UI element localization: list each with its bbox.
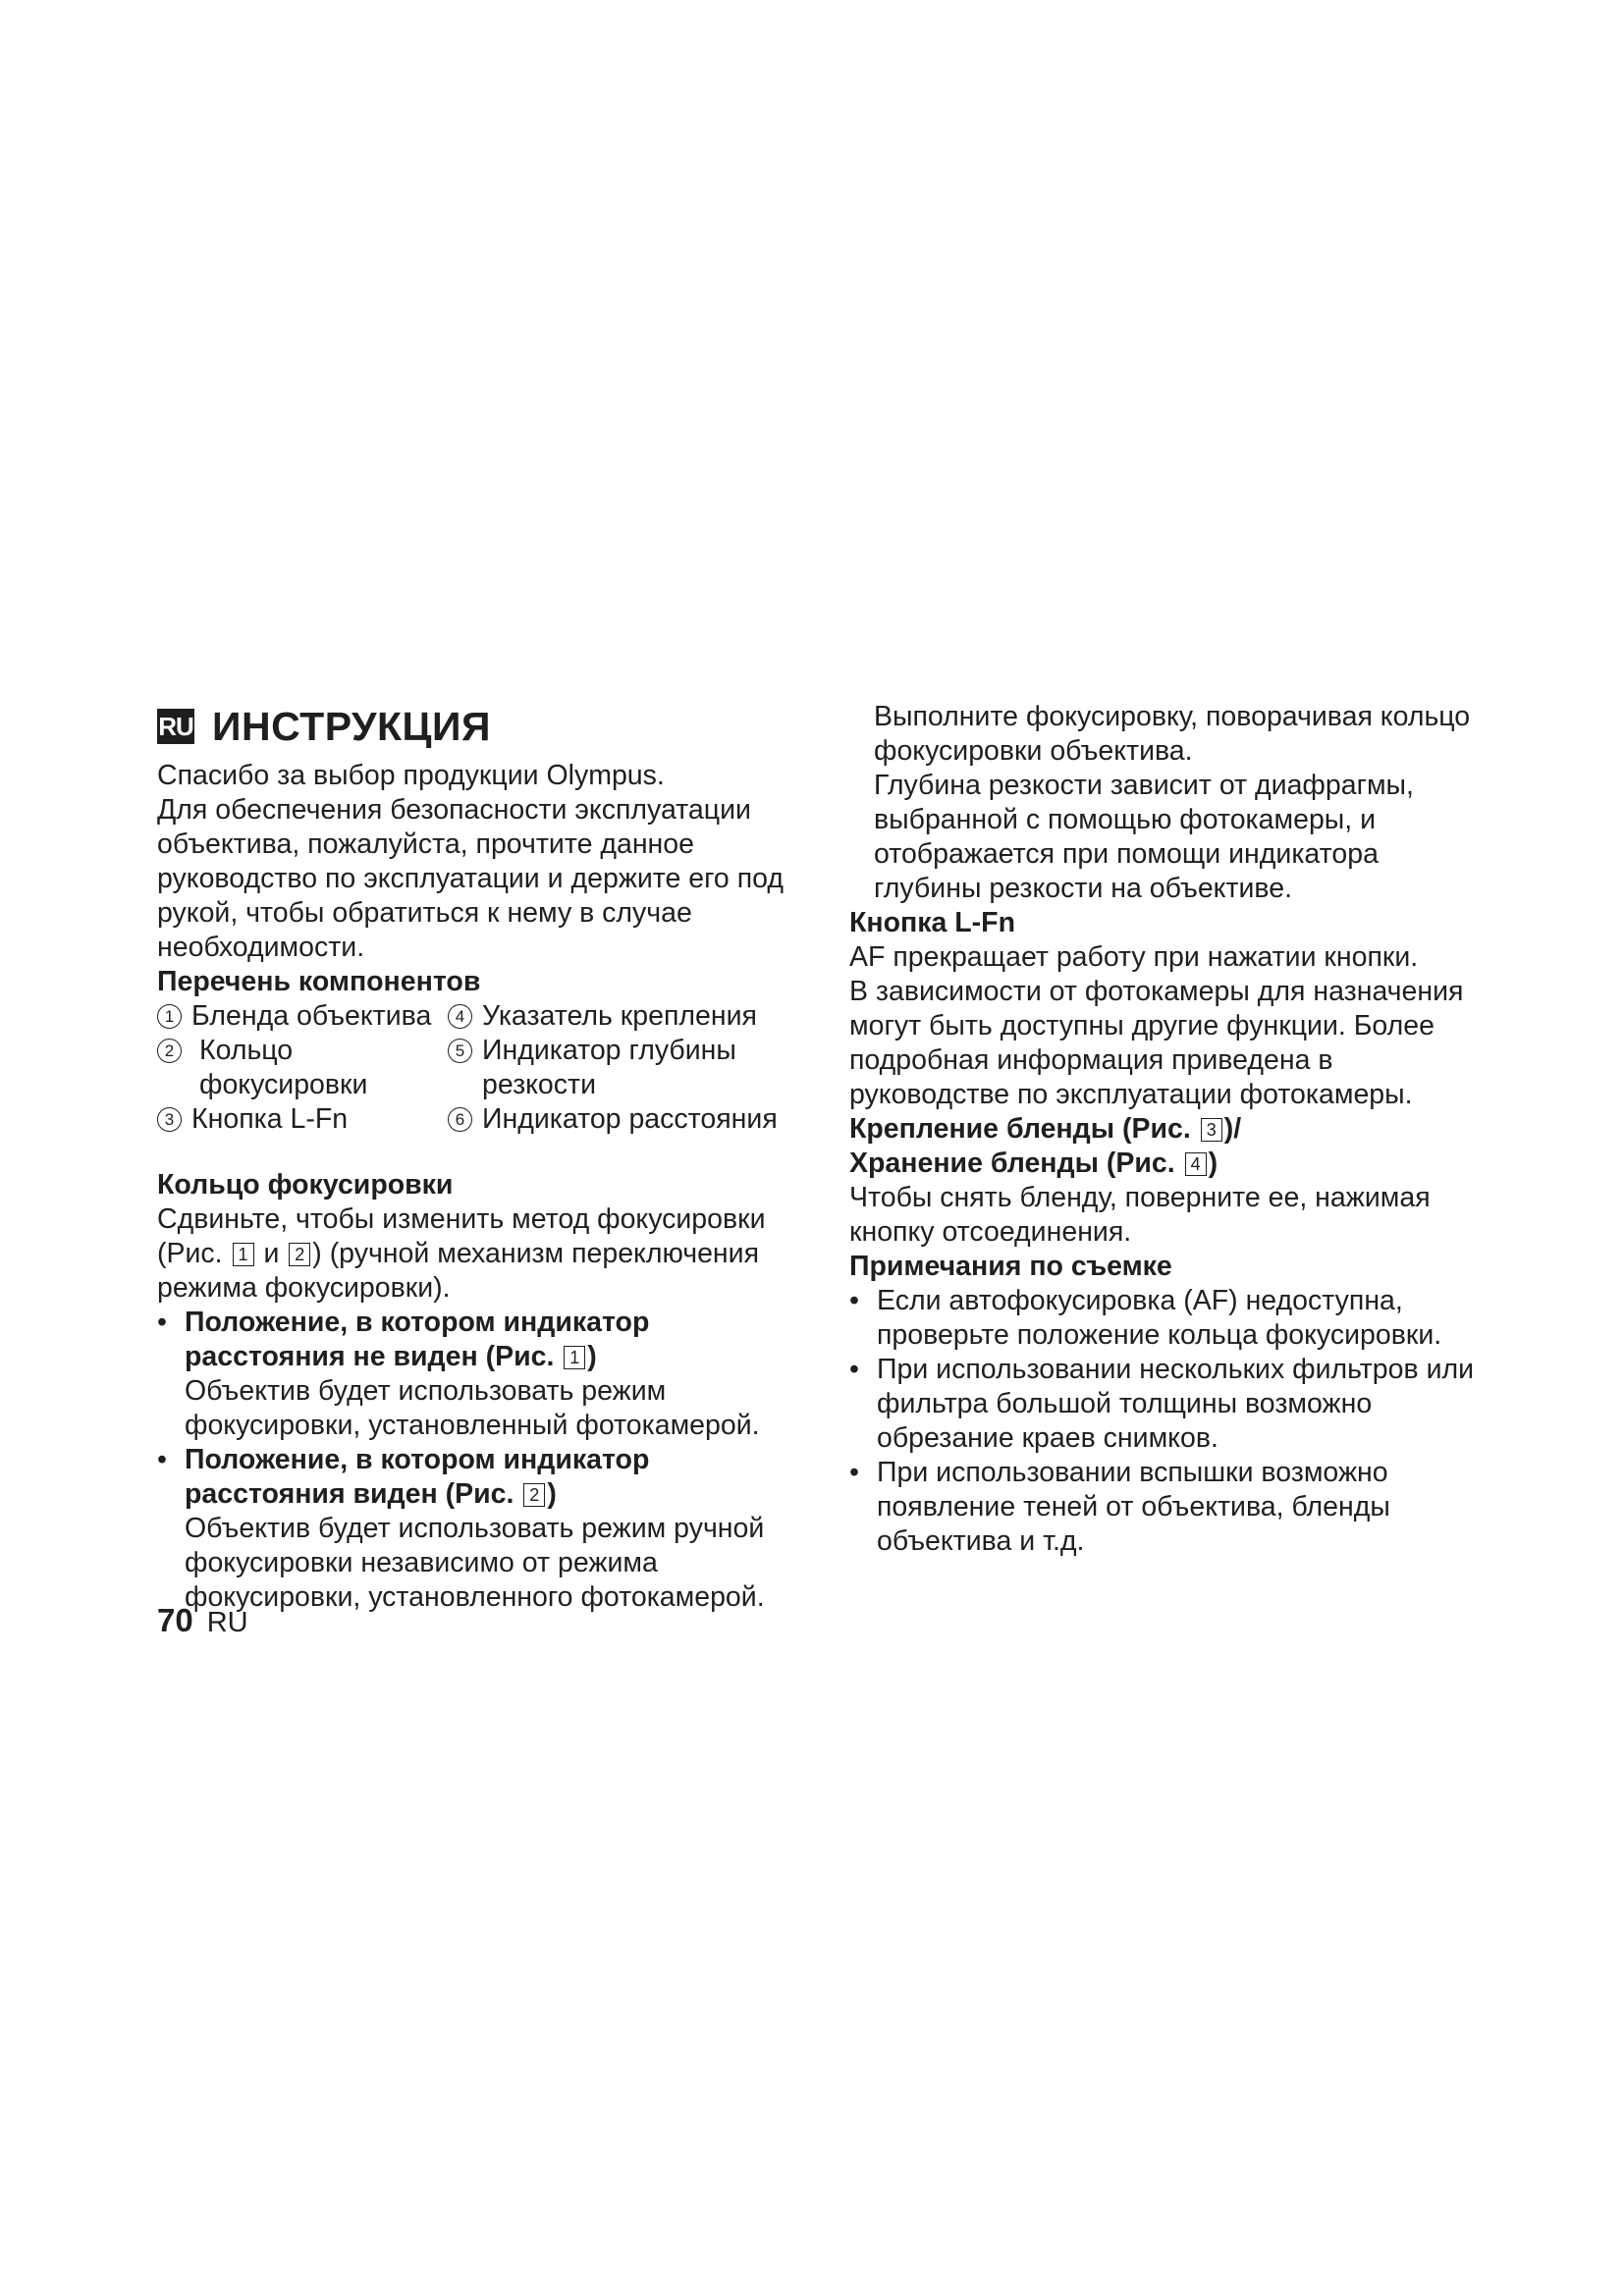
intro-thanks: Спасибо за выбор продукции Olympus. [157,760,665,791]
focus-ring-and: и [263,1238,280,1269]
focus-cont-p1: Выполните фокусировку, поворачивая кольцо фокусировки объектива. [874,701,1471,767]
figure-ref-2: 2 [523,1483,545,1507]
note-item: • Если автофокусировка (AF) недоступна, проверьте положение кольца фокусировки. [849,1285,1442,1351]
component-item [448,1034,801,1102]
figure-ref-1: 1 [564,1346,585,1369]
component-item [448,1102,801,1137]
figure-ref-4: 4 [1185,1152,1207,1176]
right-column [849,700,1478,1559]
circled-number: 4 [448,1004,472,1029]
circled-number: 3 [157,1107,182,1132]
figure-ref-2: 2 [289,1243,310,1266]
intro-safety: Для обеспечения безопасности эксплуатации объектива, пожалуйста, прочтите данное руководство по эксплуатации и держите его под рукой, чтобы обратиться к нему в случае необходимости. [157,794,784,963]
circled-number: 2 [157,1039,182,1063]
component-item [157,1034,448,1102]
figure-ref-1: 1 [233,1243,254,1266]
component-label: Индикатор глубины резкости [482,1035,736,1100]
page-number: 70 [157,1602,193,1638]
component-label: Бленда объектива [191,1000,432,1032]
focus-ring-text-b: ) (ручной механизм переключения режима фокусировки). [157,1238,760,1304]
bullet-title: Положение, в котором индикатор расстояния виден (Рис. 2 ) [185,1444,650,1510]
circled-number: 1 [157,1004,182,1029]
components-list [157,999,800,1137]
circled-number: 6 [448,1107,472,1132]
focus-bullet-2 [157,1443,800,1615]
component-item [157,1102,448,1137]
note-item: • При использовании вспышки возможно появление теней от объектива, бленды объектива и т.д. [849,1457,1390,1557]
focus-bullet-1 [157,1306,800,1443]
bullet-dot: • [157,1444,167,1475]
language-badge: RU [157,709,194,744]
components-heading: Перечень компонентов [157,966,481,997]
component-label: Индикатор расстояния [482,1103,778,1135]
notes-heading: Примечания по съемке [849,1251,1172,1282]
page-language: RU [206,1607,248,1638]
page-footer [157,1602,248,1639]
left-column [157,700,800,1615]
component-label: Кнопка L-Fn [191,1103,349,1135]
focus-ring-text-a: Сдвиньте, чтобы изменить метод фокусировки (Рис. [157,1203,766,1269]
bullet-title: Положение, в котором индикатор расстояния не виден (Рис. 1 ) [185,1307,650,1372]
hood-text: Чтобы снять бленду, поверните ее, нажимая кнопку отсоединения. [849,1182,1431,1248]
bullet-dot: • [157,1307,167,1338]
title-row [157,700,800,753]
lfn-p2: В зависимости от фотокамеры для назначения могут быть доступны другие функции. Более подробная информация приведена в руководстве по эксплуатации фотокамеры. [849,976,1464,1110]
component-label: Кольцо фокусировки [199,1035,368,1100]
bullet-dot: • [849,1457,859,1488]
focus-ring-heading: Кольцо фокусировки [157,1169,454,1201]
component-label: Указатель крепления [482,1000,757,1032]
lfn-heading: Кнопка L-Fn [849,907,1015,938]
bullet-dot: • [849,1285,859,1316]
circled-number: 5 [448,1039,472,1063]
bullet-text: Объектив будет использовать режим ручной фокусировки независимо от режима фокусировки, установленного фотокамерой. [185,1513,765,1613]
component-item [448,999,801,1034]
bullet-dot: • [849,1354,859,1385]
figure-ref-3: 3 [1201,1118,1222,1142]
hood-attach-heading: Крепление бленды (Рис. 3 )/ [849,1113,1242,1145]
hood-storage-heading: Хранение бленды (Рис. 4 ) [849,1148,1218,1179]
component-item [157,999,448,1034]
note-item: • При использовании нескольких фильтров или фильтра большой толщины возможно обрезание краев снимков. [849,1354,1475,1454]
focus-continued [849,700,1478,906]
bullet-text: Объектив будет использовать режим фокусировки, установленный фотокамерой. [185,1375,760,1441]
focus-ring-text [157,1202,800,1306]
focus-cont-p2: Глубина резкости зависит от диафрагмы, выбранной с помощью фотокамеры, и отображается при помощи индикатора глубины резкости на объективе. [874,770,1414,904]
lfn-p1: AF прекращает работу при нажатии кнопки. [849,941,1419,973]
page-title: ИНСТРУКЦИЯ [212,703,491,749]
